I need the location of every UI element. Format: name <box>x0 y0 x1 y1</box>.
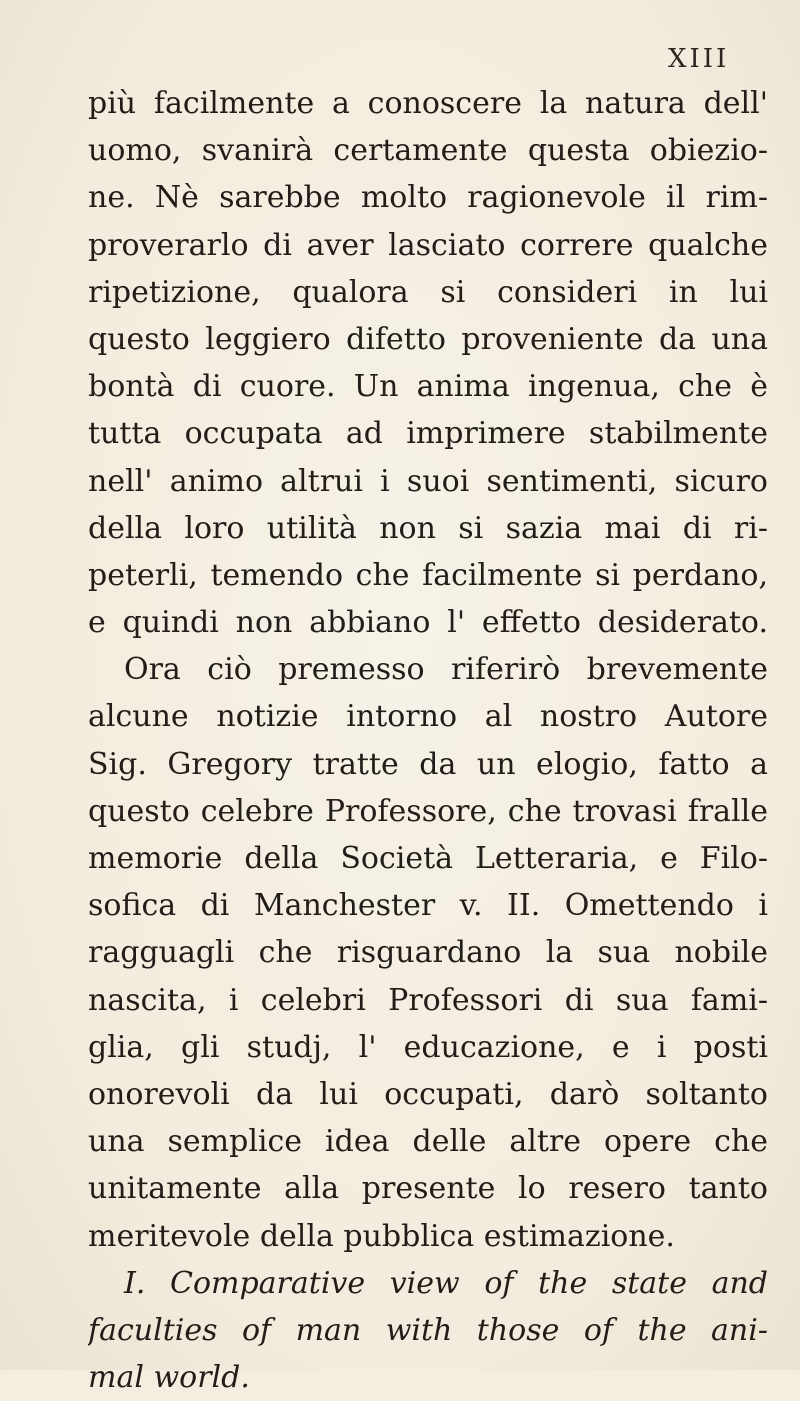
text-line: peterli, temendo che facilmente si perdano, <box>88 557 768 593</box>
text-line: una semplice idea delle altre opere che <box>88 1124 768 1160</box>
text-line: ne. Nè sarebbe molto ragionevole il rim- <box>88 180 768 216</box>
text-line: onorevoli da lui occupati, darò soltanto <box>88 1076 768 1112</box>
text-line: unitamente alla presente lo resero tanto <box>88 1171 768 1207</box>
text-line: bontà di cuore. Un anima ingenua, che è <box>88 369 768 405</box>
text-line: Sig. Gregory tratte da un elogio, fatto a <box>88 746 768 782</box>
text-line: sofica di Manchester v. II. Omettendo i <box>88 888 768 924</box>
body-text <box>88 80 768 1401</box>
text-line: proverarlo di aver lasciato correre qualche <box>88 227 768 263</box>
text-line: ragguagli che risguardano la sua nobile <box>88 935 768 971</box>
page-number: XIII <box>668 44 730 74</box>
text-line: tutta occupata ad imprimere stabilmente <box>88 416 768 452</box>
text-line: e quindi non abbiano l' effetto desiderato. <box>88 605 768 641</box>
text-line: nascita, i celebri Professori di sua fami- <box>88 982 768 1018</box>
text-line: questo leggiero difetto proveniente da una <box>88 321 768 357</box>
text-line: questo celebre Professore, che trovasi fralle <box>88 793 768 829</box>
section-heading-line: I. Comparative view of the state and <box>124 1265 768 1301</box>
text-line: ripetizione, qualora si consideri in lui <box>88 274 768 310</box>
text-line: meritevole della pubblica estimazione. <box>88 1218 675 1254</box>
text-line: Ora ciò premesso riferirò brevemente <box>124 652 768 688</box>
text-line: della loro utilità non si sazia mai di ri- <box>88 510 768 546</box>
section-heading-line: faculties of man with those of the ani- <box>88 1312 768 1348</box>
text-line: più facilmente a conoscere la natura dell' <box>88 86 768 121</box>
text-line: alcune notizie intorno al nostro Autore <box>88 699 768 735</box>
text-line: uomo, svanirà certamente questa obiezio- <box>88 133 768 169</box>
text-line: nell' animo altrui i suoi sentimenti, sicuro <box>88 463 768 499</box>
section-heading-line: mal world. <box>88 1360 250 1396</box>
text-line: glia, gli studj, l' educazione, e i posti <box>88 1029 768 1065</box>
text-line: memorie della Società Letteraria, e Filo- <box>88 841 768 876</box>
